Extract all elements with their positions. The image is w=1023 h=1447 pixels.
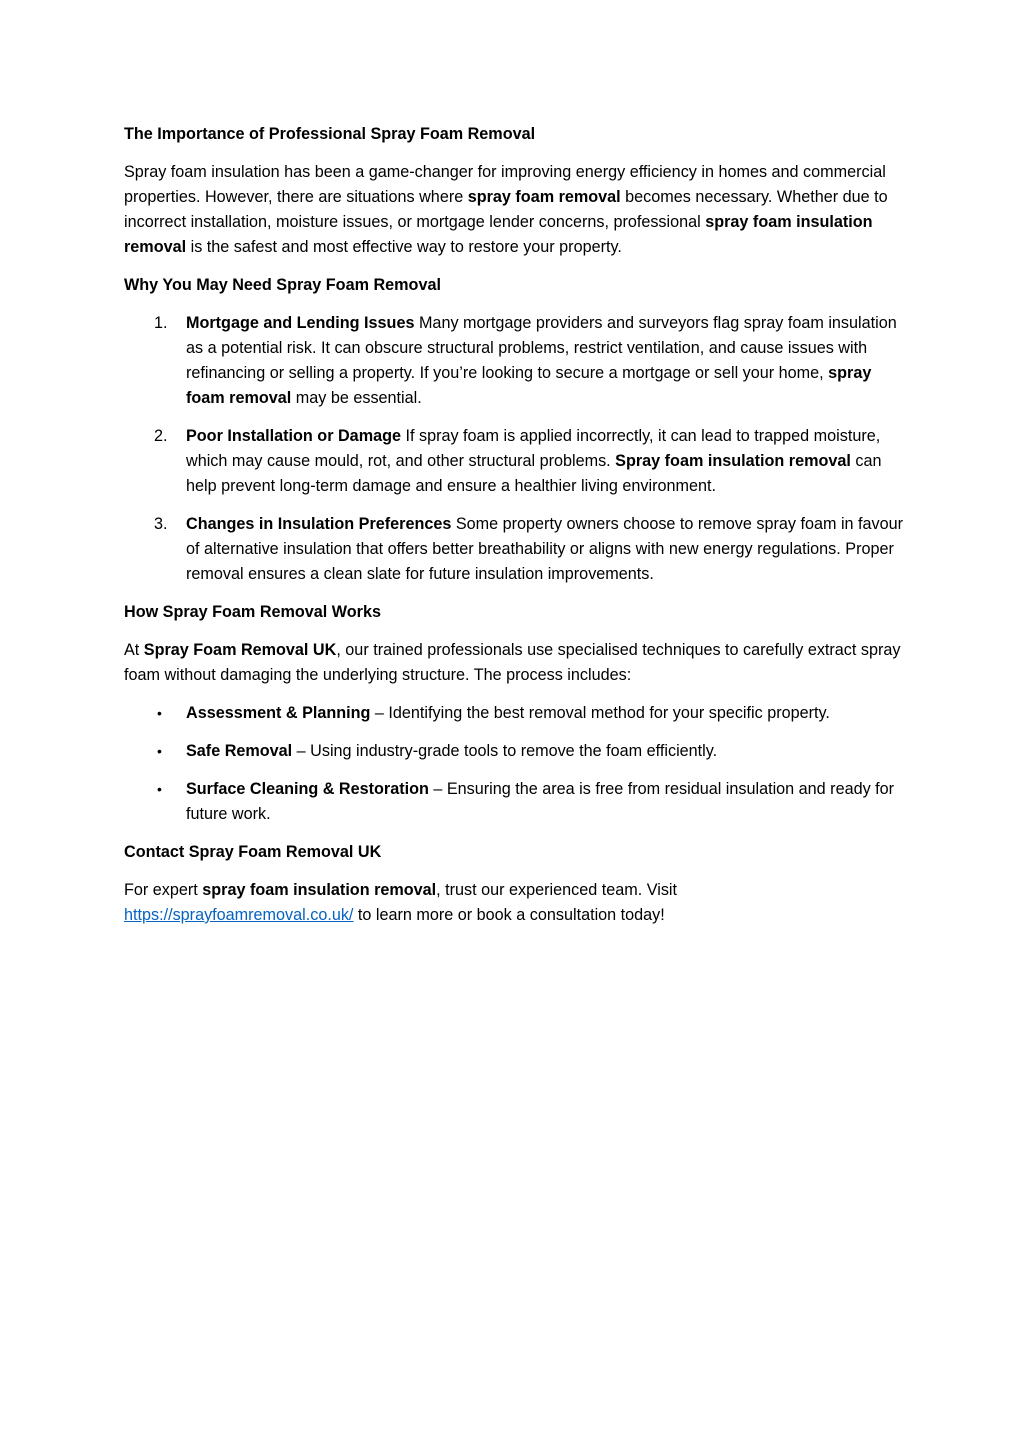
intro-text-3: is the safest and most effective way to restore your property.: [186, 238, 622, 256]
contact-paragraph: [124, 878, 904, 928]
step-text: – Ensuring the area is free from residual insulation and ready for future work.: [186, 780, 895, 823]
website-link[interactable]: https://sprayfoamremoval.co.uk/: [124, 906, 354, 924]
bullet-icon: •: [157, 743, 162, 759]
reason-title: Mortgage and Lending Issues: [186, 314, 415, 332]
reason-bold: spray foam removal: [186, 364, 872, 407]
how-text-2: , our trained professionals use specialised techniques to carefully extract spray foam without damaging the underlying structure. The process includes:: [124, 641, 901, 684]
company-name: Spray Foam Removal UK: [143, 641, 337, 659]
steps-list: [124, 701, 904, 827]
bullet-icon: •: [157, 781, 162, 797]
reason-title: Changes in Insulation Preferences: [186, 515, 452, 533]
contact-text-2: , trust our experienced team. Visit: [436, 881, 678, 899]
contact-text-3: to learn more or book a consultation today!: [353, 906, 665, 924]
reasons-list: [124, 311, 904, 587]
reason-item: [124, 311, 904, 411]
contact-text-1: For expert: [124, 881, 203, 899]
why-heading: Why You May Need Spray Foam Removal: [124, 276, 441, 294]
how-heading: How Spray Foam Removal Works: [124, 603, 381, 621]
intro-text-1: Spray foam insulation has been a game-changer for improving energy efficiency in homes and commercial properties. However, there are situations where: [124, 163, 886, 206]
intro-text-2: becomes necessary. Whether due to incorrect installation, moisture issues, or mortgage lender concerns, professional: [124, 188, 888, 231]
document-title: The Importance of Professional Spray Foam Removal: [124, 125, 536, 143]
bullet-icon: •: [157, 705, 162, 721]
reason-item: [124, 424, 904, 499]
reason-text-end: can help prevent long-term damage and ensure a healthier living environment.: [186, 452, 882, 495]
reason-item: [124, 512, 904, 587]
reason-text: Some property owners choose to remove spray foam in favour of alternative insulation that offers better breathability or aligns with new energy regulations. Proper removal ensures a clean slate for future insulation improvements.: [186, 515, 904, 583]
intro-bold-2: spray foam insulation removal: [124, 213, 873, 256]
contact-heading: Contact Spray Foam Removal UK: [124, 843, 382, 861]
how-text-1: At: [124, 641, 144, 659]
step-title: Surface Cleaning & Restoration: [186, 780, 429, 798]
reason-title: Poor Installation or Damage: [186, 427, 401, 445]
list-number: 2.: [154, 427, 168, 445]
list-number: 3.: [154, 515, 168, 533]
contact-bold: spray foam insulation removal: [202, 881, 437, 899]
step-item: [124, 739, 904, 764]
reason-text: Many mortgage providers and surveyors flag spray foam insulation as a potential risk. It can obscure structural problems, restrict ventilation, and cause issues with refinancing or selling a property. If you’re looking to secure a mortgage or sell your home,: [186, 314, 897, 382]
document-page: [124, 122, 904, 941]
intro-paragraph: [124, 160, 904, 260]
step-text: – Using industry-grade tools to remove the foam efficiently.: [292, 742, 718, 760]
step-item: [124, 777, 904, 827]
reason-bold: Spray foam insulation removal: [615, 452, 851, 470]
reason-text-end: may be essential.: [291, 389, 422, 407]
how-paragraph: [124, 638, 904, 688]
reason-text: If spray foam is applied incorrectly, it can lead to trapped moisture, which may cause mould, rot, and other structural problems.: [186, 427, 881, 470]
step-item: [124, 701, 904, 726]
step-title: Assessment & Planning: [186, 704, 371, 722]
intro-bold-1: spray foam removal: [467, 188, 621, 206]
list-number: 1.: [154, 314, 168, 332]
step-title: Safe Removal: [186, 742, 293, 760]
step-text: – Identifying the best removal method for your specific property.: [370, 704, 830, 722]
